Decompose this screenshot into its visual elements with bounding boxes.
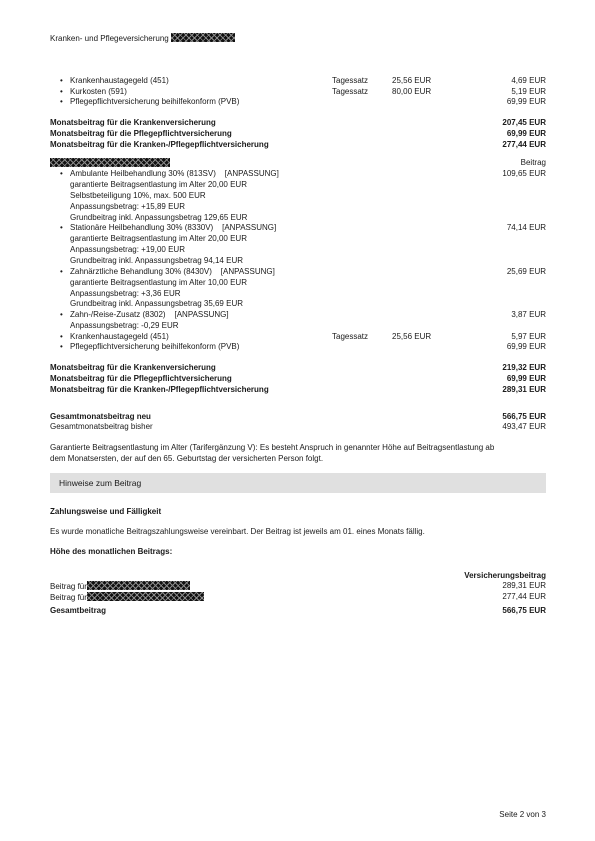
total-label: Monatsbeitrag für die Kranken-/Pflegepflichtversicherung — [50, 385, 269, 394]
item-label — [70, 310, 229, 320]
item-label: Pflegepflichtversicherung beihilfekonform (PVB) — [70, 97, 240, 106]
item-amount: 109,65 EUR — [502, 169, 546, 178]
redacted-name — [87, 581, 190, 590]
total-label: Monatsbeitrag für die Pflegepflichtversicherung — [50, 129, 232, 138]
page-number: Seite 2 von 3 — [499, 810, 546, 819]
total-label: Monatsbeitrag für die Krankenversicherung — [50, 363, 216, 372]
item-detail: Grundbeitrag inkl. Anpassungsbetrag 129,65 EUR — [70, 213, 248, 222]
item-detail: Selbstbeteiligung 10%, max. 500 EUR — [70, 191, 206, 200]
adjustment-tag: [ANPASSUNG] — [224, 169, 279, 178]
header-title: Kranken- und Pflegeversicherung — [50, 34, 169, 43]
total-label: Monatsbeitrag für die Kranken-/Pflegepflichtversicherung — [50, 140, 269, 149]
item-detail: garantierte Beitragsentlastung im Alter 20,00 EUR — [70, 180, 247, 189]
total-contribution-amount: 566,75 EUR — [502, 606, 546, 615]
contribution-row-label — [50, 581, 190, 592]
adjustment-tag: [ANPASSUNG] — [174, 310, 229, 319]
item-label — [70, 169, 279, 179]
header-line — [50, 33, 235, 44]
hints-bar-title: Hinweise zum Beitrag — [59, 478, 142, 488]
column-header-beitrag: Beitrag — [520, 158, 546, 167]
item-label-text: Zahn-/Reise-Zusatz (8302) — [70, 310, 166, 319]
payment-heading: Zahlungsweise und Fälligkeit — [50, 507, 162, 516]
item-label — [70, 223, 276, 233]
item-rate-label: Tagessatz — [332, 332, 369, 341]
item-rate-label: Tagessatz — [332, 76, 369, 85]
item-detail: garantierte Beitragsentlastung im Alter 20,00 EUR — [70, 234, 247, 243]
list-bullet: • — [60, 310, 63, 319]
redacted-person-heading — [50, 158, 170, 169]
item-rate-label: Tagessatz — [332, 87, 369, 96]
item-label: Krankenhaustagegeld (451) — [70, 76, 169, 85]
item-detail: Grundbeitrag inkl. Anpassungsbetrag 94,14 EUR — [70, 256, 243, 265]
list-bullet: • — [60, 342, 63, 351]
item-rate: 25,56 EUR — [392, 332, 432, 341]
item-amount: 69,99 EUR — [506, 97, 546, 106]
adjustment-tag: [ANPASSUNG] — [220, 267, 275, 276]
item-detail: Anpassungsbetrag: +3,36 EUR — [70, 289, 181, 298]
redacted-name — [87, 592, 204, 601]
contribution-row-label-text: Beitrag für — [50, 582, 87, 591]
item-label-text: Ambulante Heilbehandlung 30% (813SV) — [70, 169, 216, 178]
overall-old-amount: 493,47 EUR — [502, 422, 546, 431]
item-label: Krankenhaustagegeld (451) — [70, 332, 169, 341]
item-detail: Anpassungsbetrag: +19,00 EUR — [70, 245, 185, 254]
adjustment-tag: [ANPASSUNG] — [222, 223, 277, 232]
total-amount: 219,32 EUR — [502, 363, 546, 372]
list-bullet: • — [60, 87, 63, 96]
item-detail: Anpassungsbetrag: +15,89 EUR — [70, 202, 185, 211]
item-amount: 74,14 EUR — [506, 223, 546, 232]
item-label — [70, 267, 275, 277]
total-amount: 277,44 EUR — [502, 140, 546, 149]
item-rate: 80,00 EUR — [392, 87, 432, 96]
item-amount: 5,19 EUR — [511, 87, 546, 96]
total-amount: 289,31 EUR — [502, 385, 546, 394]
item-label: Kurkosten (591) — [70, 87, 127, 96]
item-detail: Grundbeitrag inkl. Anpassungsbetrag 35,69 EUR — [70, 299, 243, 308]
contribution-row-amount: 289,31 EUR — [502, 581, 546, 590]
item-amount: 4,69 EUR — [511, 76, 546, 85]
total-amount: 69,99 EUR — [506, 129, 546, 138]
redacted-name — [50, 158, 170, 167]
list-bullet: • — [60, 169, 63, 178]
overall-new-label: Gesamtmonatsbeitrag neu — [50, 412, 151, 421]
item-amount: 69,99 EUR — [506, 342, 546, 351]
list-bullet: • — [60, 76, 63, 85]
item-label-text: Stationäre Heilbehandlung 30% (8330V) — [70, 223, 214, 232]
contribution-row-label-text: Beitrag für — [50, 593, 87, 602]
item-amount: 25,69 EUR — [506, 267, 546, 276]
total-label: Monatsbeitrag für die Pflegepflichtversicherung — [50, 374, 232, 383]
note-line-2: dem Monatsersten, der auf den 65. Geburtstag der versicherten Person folgt. — [50, 454, 324, 463]
contribution-row-label — [50, 592, 204, 603]
item-detail: garantierte Beitragsentlastung im Alter 10,00 EUR — [70, 278, 247, 287]
list-bullet: • — [60, 97, 63, 106]
total-amount: 207,45 EUR — [502, 118, 546, 127]
item-detail: Anpassungsbetrag: -0,29 EUR — [70, 321, 179, 330]
amount-heading: Höhe des monatlichen Beitrags: — [50, 547, 173, 556]
contribution-row-amount: 277,44 EUR — [502, 592, 546, 601]
total-contribution-label: Gesamtbeitrag — [50, 606, 107, 615]
item-amount: 5,97 EUR — [511, 332, 546, 341]
item-amount: 3,87 EUR — [511, 310, 546, 319]
item-label: Pflegepflichtversicherung beihilfekonform (PVB) — [70, 342, 240, 351]
overall-old-label: Gesamtmonatsbeitrag bisher — [50, 422, 153, 431]
total-amount: 69,99 EUR — [506, 374, 546, 383]
item-label-text: Zahnärztliche Behandlung 30% (8430V) — [70, 267, 212, 276]
column-header-versicherungsbeitrag: Versicherungsbeitrag — [464, 571, 546, 580]
hints-section-bar — [50, 473, 546, 493]
note-line-1: Garantierte Beitragsentlastung im Alter (Tarifergänzung V): Es besteht Anspruch in genannter Höhe auf Beitragsentlastung ab — [50, 443, 495, 452]
redacted-name — [171, 33, 235, 42]
list-bullet: • — [60, 223, 63, 232]
payment-text: Es wurde monatliche Beitragszahlungsweise vereinbart. Der Beitrag ist jeweils am 01. eines Monats fällig. — [50, 527, 425, 536]
total-label: Monatsbeitrag für die Krankenversicherung — [50, 118, 216, 127]
item-rate: 25,56 EUR — [392, 76, 432, 85]
list-bullet: • — [60, 332, 63, 341]
list-bullet: • — [60, 267, 63, 276]
overall-new-amount: 566,75 EUR — [502, 412, 546, 421]
